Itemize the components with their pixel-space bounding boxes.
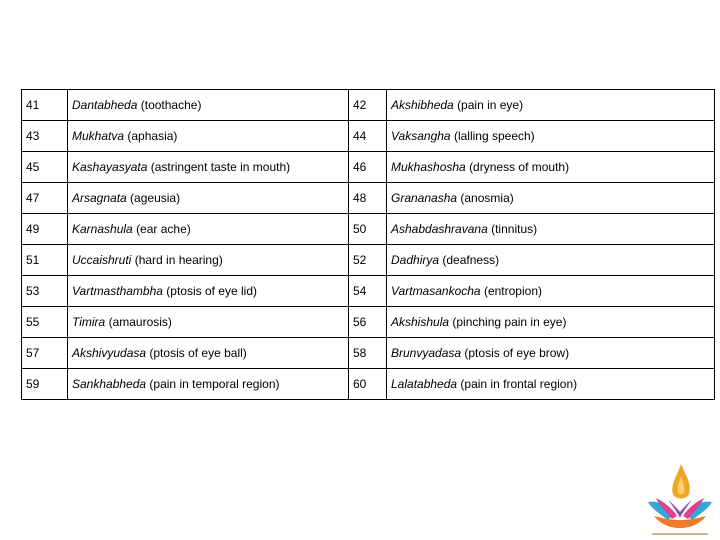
table-row	[22, 245, 715, 276]
sanskrit-term: Akshibheda	[391, 98, 454, 112]
english-gloss: (entropion)	[483, 284, 542, 298]
item-description	[68, 121, 349, 152]
symptom-table-body	[22, 90, 715, 400]
sanskrit-term: Uccaishruti	[72, 253, 132, 267]
item-description	[387, 338, 715, 369]
table-row	[22, 183, 715, 214]
item-number: 58	[349, 338, 387, 369]
english-gloss: (amaurosis)	[108, 315, 172, 329]
english-gloss: (aphasia)	[127, 129, 178, 143]
item-description	[68, 90, 349, 121]
item-description	[387, 121, 715, 152]
sanskrit-term: Sankhabheda	[72, 377, 147, 391]
item-number: 42	[349, 90, 387, 121]
table-row	[22, 338, 715, 369]
table-row	[22, 369, 715, 400]
english-gloss: (pain in temporal region)	[149, 377, 280, 391]
item-number: 41	[22, 90, 68, 121]
table-row	[22, 152, 715, 183]
sanskrit-term: Ashabdashravana	[391, 222, 488, 236]
english-gloss: (lalling speech)	[453, 129, 535, 143]
item-number: 49	[22, 214, 68, 245]
english-gloss: (ptosis of eye ball)	[149, 346, 247, 360]
item-number: 46	[349, 152, 387, 183]
sanskrit-term: Mukhatva	[72, 129, 125, 143]
table-row	[22, 214, 715, 245]
english-gloss: (pain in eye)	[457, 98, 524, 112]
english-gloss: (anosmia)	[460, 191, 514, 205]
english-gloss: (dryness of mouth)	[469, 160, 570, 174]
table-row	[22, 90, 715, 121]
english-gloss: (ptosis of eye lid)	[166, 284, 257, 298]
item-number: 44	[349, 121, 387, 152]
sanskrit-term: Kashayasyata	[72, 160, 148, 174]
item-number: 53	[22, 276, 68, 307]
item-number: 59	[22, 369, 68, 400]
english-gloss: (deafness)	[442, 253, 500, 267]
item-description	[387, 369, 715, 400]
item-description	[387, 214, 715, 245]
item-number: 60	[349, 369, 387, 400]
symptom-table	[21, 89, 715, 400]
sanskrit-term: Dantabheda	[72, 98, 138, 112]
item-number: 55	[22, 307, 68, 338]
item-number: 47	[22, 183, 68, 214]
item-description	[68, 152, 349, 183]
item-description	[68, 276, 349, 307]
item-number: 54	[349, 276, 387, 307]
item-description	[387, 276, 715, 307]
sanskrit-term: Vartmasankocha	[391, 284, 481, 298]
sanskrit-term: Timira	[72, 315, 106, 329]
sanskrit-term: Lalatabheda	[391, 377, 458, 391]
item-description	[68, 369, 349, 400]
item-number: 57	[22, 338, 68, 369]
diya-lamp-icon	[640, 462, 720, 540]
table-row	[22, 307, 715, 338]
item-description	[68, 307, 349, 338]
english-gloss: (pinching pain in eye)	[452, 315, 567, 329]
table-row	[22, 276, 715, 307]
sanskrit-term: Brunvyadasa	[391, 346, 462, 360]
item-description	[387, 307, 715, 338]
item-number: 56	[349, 307, 387, 338]
item-description	[68, 338, 349, 369]
item-description	[68, 214, 349, 245]
sanskrit-term: Grananasha	[391, 191, 458, 205]
sanskrit-term: Vartmasthambha	[72, 284, 163, 298]
table-row	[22, 121, 715, 152]
item-description	[68, 183, 349, 214]
sanskrit-term: Mukhashosha	[391, 160, 466, 174]
english-gloss: (ageusia)	[130, 191, 181, 205]
item-number: 48	[349, 183, 387, 214]
item-number: 51	[22, 245, 68, 276]
sanskrit-term: Akshivyudasa	[72, 346, 147, 360]
item-description	[387, 90, 715, 121]
item-description	[387, 245, 715, 276]
item-number: 50	[349, 214, 387, 245]
english-gloss: (pain in frontal region)	[460, 377, 578, 391]
english-gloss: (astringent taste in mouth)	[150, 160, 291, 174]
sanskrit-term: Arsagnata	[72, 191, 127, 205]
english-gloss: (tinnitus)	[491, 222, 538, 236]
english-gloss: (toothache)	[140, 98, 202, 112]
sanskrit-term: Dadhirya	[391, 253, 440, 267]
item-description	[387, 183, 715, 214]
item-description	[387, 152, 715, 183]
item-number: 45	[22, 152, 68, 183]
english-gloss: (hard in hearing)	[134, 253, 223, 267]
item-description	[68, 245, 349, 276]
item-number: 43	[22, 121, 68, 152]
sanskrit-term: Vaksangha	[391, 129, 451, 143]
english-gloss: (ear ache)	[136, 222, 191, 236]
english-gloss: (ptosis of eye brow)	[464, 346, 570, 360]
sanskrit-term: Karnashula	[72, 222, 133, 236]
item-number: 52	[349, 245, 387, 276]
sanskrit-term: Akshishula	[391, 315, 450, 329]
